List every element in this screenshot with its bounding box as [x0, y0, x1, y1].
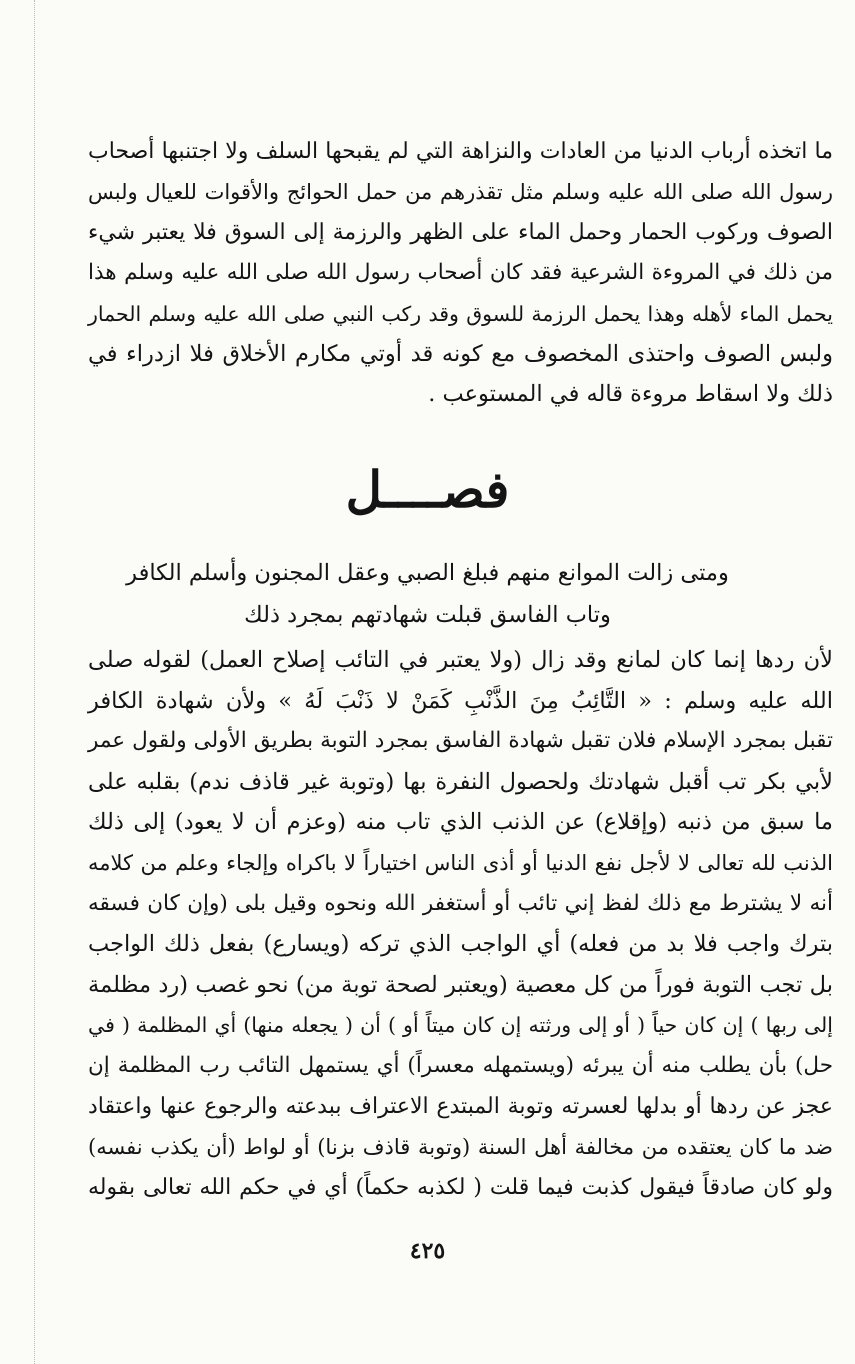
- subheading-line: ومتى زالت الموانع منهم فبلغ الصبي وعقل المجنون وأسلم الكافر: [126, 560, 729, 586]
- section-heading: فصــــل: [345, 460, 510, 519]
- text-line: ذلك ولا اسقاط مروءة قاله في المستوعب .: [428, 381, 833, 408]
- page-edge-line: [34, 0, 35, 1364]
- subheading: [0, 552, 855, 636]
- text-line: ولبس الصوف واحتذى المخصوف مع كونه قد أوتي مكارم الأخلاق فلا ازدراء في: [88, 340, 833, 367]
- text-line: ولو كان صادقاً فيقول كذبت فيما قلت ( لكذبه حكماً) أي في حكم الله تعالى بقوله: [88, 1174, 833, 1200]
- text-line: عجز عن ردها أو بدلها لعسرته وتوبة المبتدع الاعتراف ببدعته والرجوع عنها واعتقاد: [88, 1093, 833, 1119]
- text-line: بل تجب التوبة فوراً من كل معصية (ويعتبر لصحة توبة من) نحو غصب (رد مظلمة: [88, 971, 833, 998]
- text-line: إلى ربها ) إن كان حياً ( أو إلى ورثته إن كان ميتاً أو ) أن ( يجعله منها) أي المظلمة ( في: [88, 1013, 833, 1038]
- text-line: ما سبق من ذنبه (وإقلاع) عن الذنب الذي تاب منه (وعزم أن لا يعود) إلى ذلك: [88, 809, 833, 836]
- text-line: لأن ردها إنما كان لمانع وقد زال (ولا يعتبر في التائب إصلاح العمل) لقوله صلى: [88, 647, 833, 673]
- subheading-line: وتاب الفاسق قبلت شهادتهم بمجرد ذلك: [244, 602, 611, 628]
- paragraph-top: [88, 132, 833, 415]
- text-line: لأبي بكر تب أقبل شهادتك ولحصول النفرة بها (وتوبة غير قاذف ندم) بقلبه على: [88, 768, 833, 795]
- text-line: أنه لا يشترط مع ذلك لفظ إني تائب أو أستغفر الله ونحوه وقيل بلى (وإن كان فسقه: [88, 890, 833, 916]
- text-line: ما اتخذه أرباب الدنيا من العادات والنزاهة التي لم يقبحها السلف ولا اجتنبها أصحاب: [88, 139, 833, 164]
- text-line: الصوف وركوب الحمار وحمل الماء على الظهر والرزمة إلى السوق فلا يعتبر شيء: [88, 219, 833, 245]
- text-line: تقبل بمجرد الإسلام فلان تقبل شهادة الفاسق بمجرد التوبة بطريق الأولى ولقول عمر: [88, 728, 833, 754]
- text-line: الله عليه وسلم : « التَّائِبُ مِنَ الذَّنْبِ كَمَنْ لا ذَنْبَ لَهُ » ولأن شهادة الكافر: [88, 687, 833, 714]
- paragraph-main: [88, 640, 833, 1208]
- text-line: من ذلك في المروءة الشرعية فقد كان أصحاب رسول الله صلى الله عليه وسلم هذا: [88, 260, 833, 286]
- text-line: رسول الله صلى الله عليه وسلم مثل تقذرهم من حمل الحوائج والأقوات للعيال ولبس: [88, 180, 833, 205]
- text-line: بترك واجب فلا بد من فعله) أي الواجب الذي تركه (ويسارع) بفعل ذلك الواجب: [88, 931, 833, 958]
- text-line: الذنب لله تعالى لا لأجل نفع الدنيا أو أذى الناس اختياراً لا باكراه وإلجاء وعلم من كلامه: [88, 850, 833, 875]
- page-number: ٤٢٥: [409, 1238, 446, 1264]
- text-line: حل) بأن يطلب منه أن يبرئه (ويستمهله معسراً) أي يستمهل التائب رب المظلمة إن: [88, 1052, 833, 1078]
- text-line: ضد ما كان يعتقده من مخالفة أهل السنة (وتوبة قاذف بزنا) أو لواط (أن يكذب نفسه): [88, 1135, 833, 1160]
- text-line: يحمل الماء لأهله وهذا يحمل الرزمة للسوق وقد ركب النبي صلى الله عليه وسلم الحمار: [88, 301, 833, 326]
